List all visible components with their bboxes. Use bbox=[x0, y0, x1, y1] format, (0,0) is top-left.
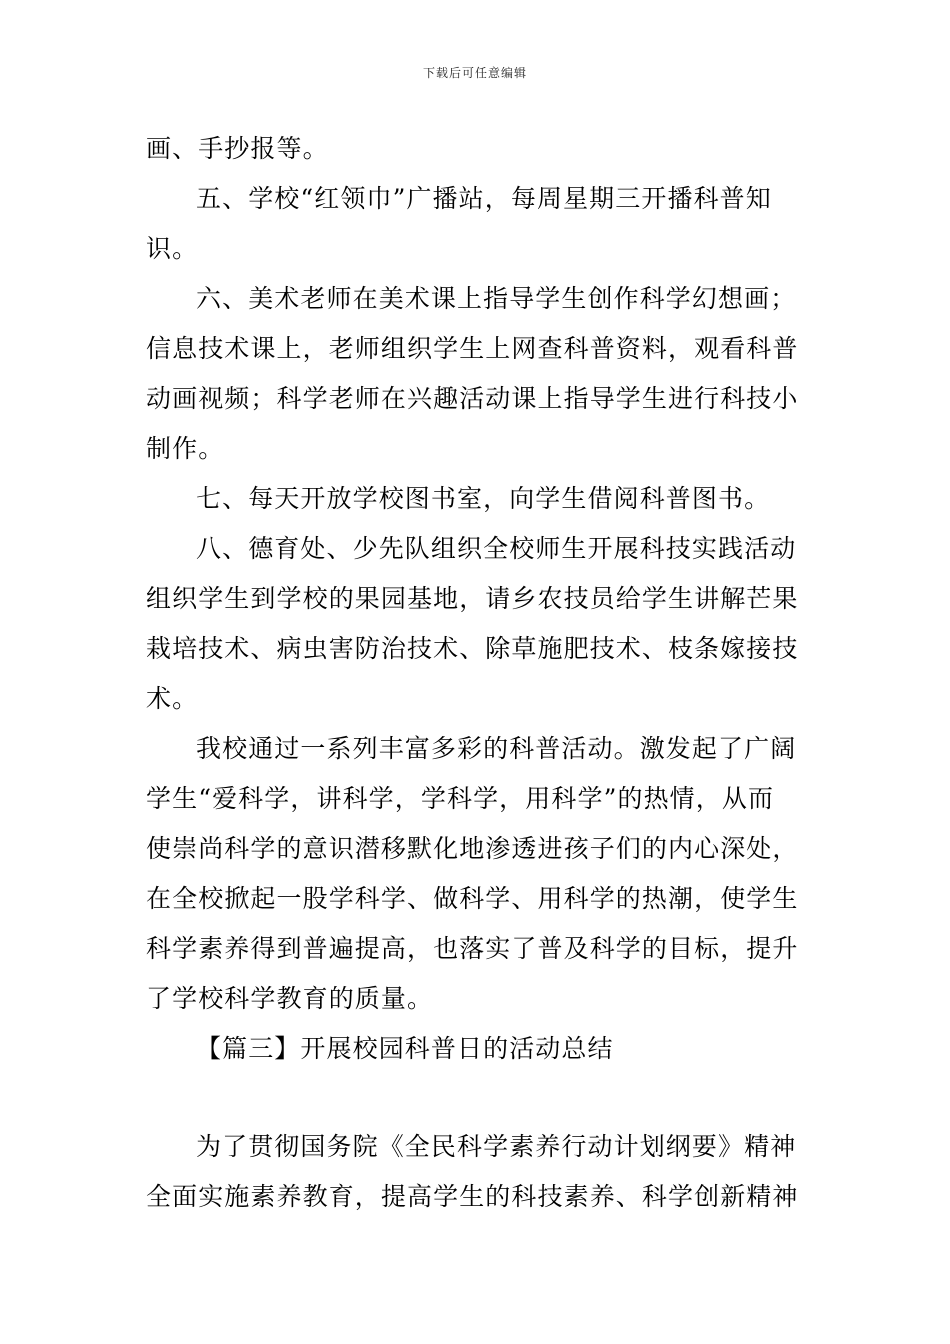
paragraph-line: 组织学生到学校的果园基地，请乡农技员给学生讲解芒果 bbox=[146, 584, 799, 613]
paragraph-line: 画、手抄报等。 bbox=[146, 134, 329, 163]
paragraph-line: 六、美术老师在美术课上指导学生创作科学幻想画； bbox=[196, 284, 797, 313]
paragraph-line: 科学素养得到普遍提高，也落实了普及科学的目标，提升 bbox=[146, 934, 799, 963]
paragraph-line: 了学校科学教育的质量。 bbox=[146, 984, 434, 1013]
paragraph-line: 学生“爱科学，讲科学，学科学，用科学”的热情，从而 bbox=[146, 784, 775, 813]
paragraph-line: 识。 bbox=[146, 234, 199, 263]
paragraph-line: 使崇尚科学的意识潜移默化地渗透进孩子们的内心深处， bbox=[146, 834, 799, 863]
paragraph-line: 栽培技术、病虫害防治技术、除草施肥技术、枝条嫁接技 bbox=[146, 634, 799, 663]
paragraph-line: 信息技术课上，老师组织学生上网查科普资料，观看科普 bbox=[146, 334, 799, 363]
paragraph-line: 八、德育处、少先队组织全校师生开展科技实践活动 bbox=[196, 534, 797, 563]
paragraph-line: 五、学校“红领巾”广播站，每周星期三开播科普知 bbox=[196, 184, 772, 213]
paragraph-line: 为了贯彻国务院《全民科学素养行动计划纲要》精神 bbox=[196, 1132, 797, 1161]
paragraph-line: 我校通过一系列丰富多彩的科普活动。激发起了广阔 bbox=[196, 734, 797, 763]
paragraph-line: 术。 bbox=[146, 684, 199, 713]
page-header: 下载后可任意编辑 bbox=[422, 66, 527, 80]
paragraph-line: 全面实施素养教育，提高学生的科技素养、科学创新精神 bbox=[146, 1182, 799, 1211]
paragraph-line: 制作。 bbox=[146, 434, 225, 463]
paragraph-line: 动画视频；科学老师在兴趣活动课上指导学生进行科技小 bbox=[146, 384, 799, 413]
paragraph-line: 七、每天开放学校图书室，向学生借阅科普图书。 bbox=[196, 484, 771, 513]
paragraph-line: 在全校掀起一股学科学、做科学、用科学的热潮，使学生 bbox=[146, 884, 799, 913]
section-heading: 【篇三】开展校园科普日的活动总结 bbox=[196, 1034, 614, 1063]
